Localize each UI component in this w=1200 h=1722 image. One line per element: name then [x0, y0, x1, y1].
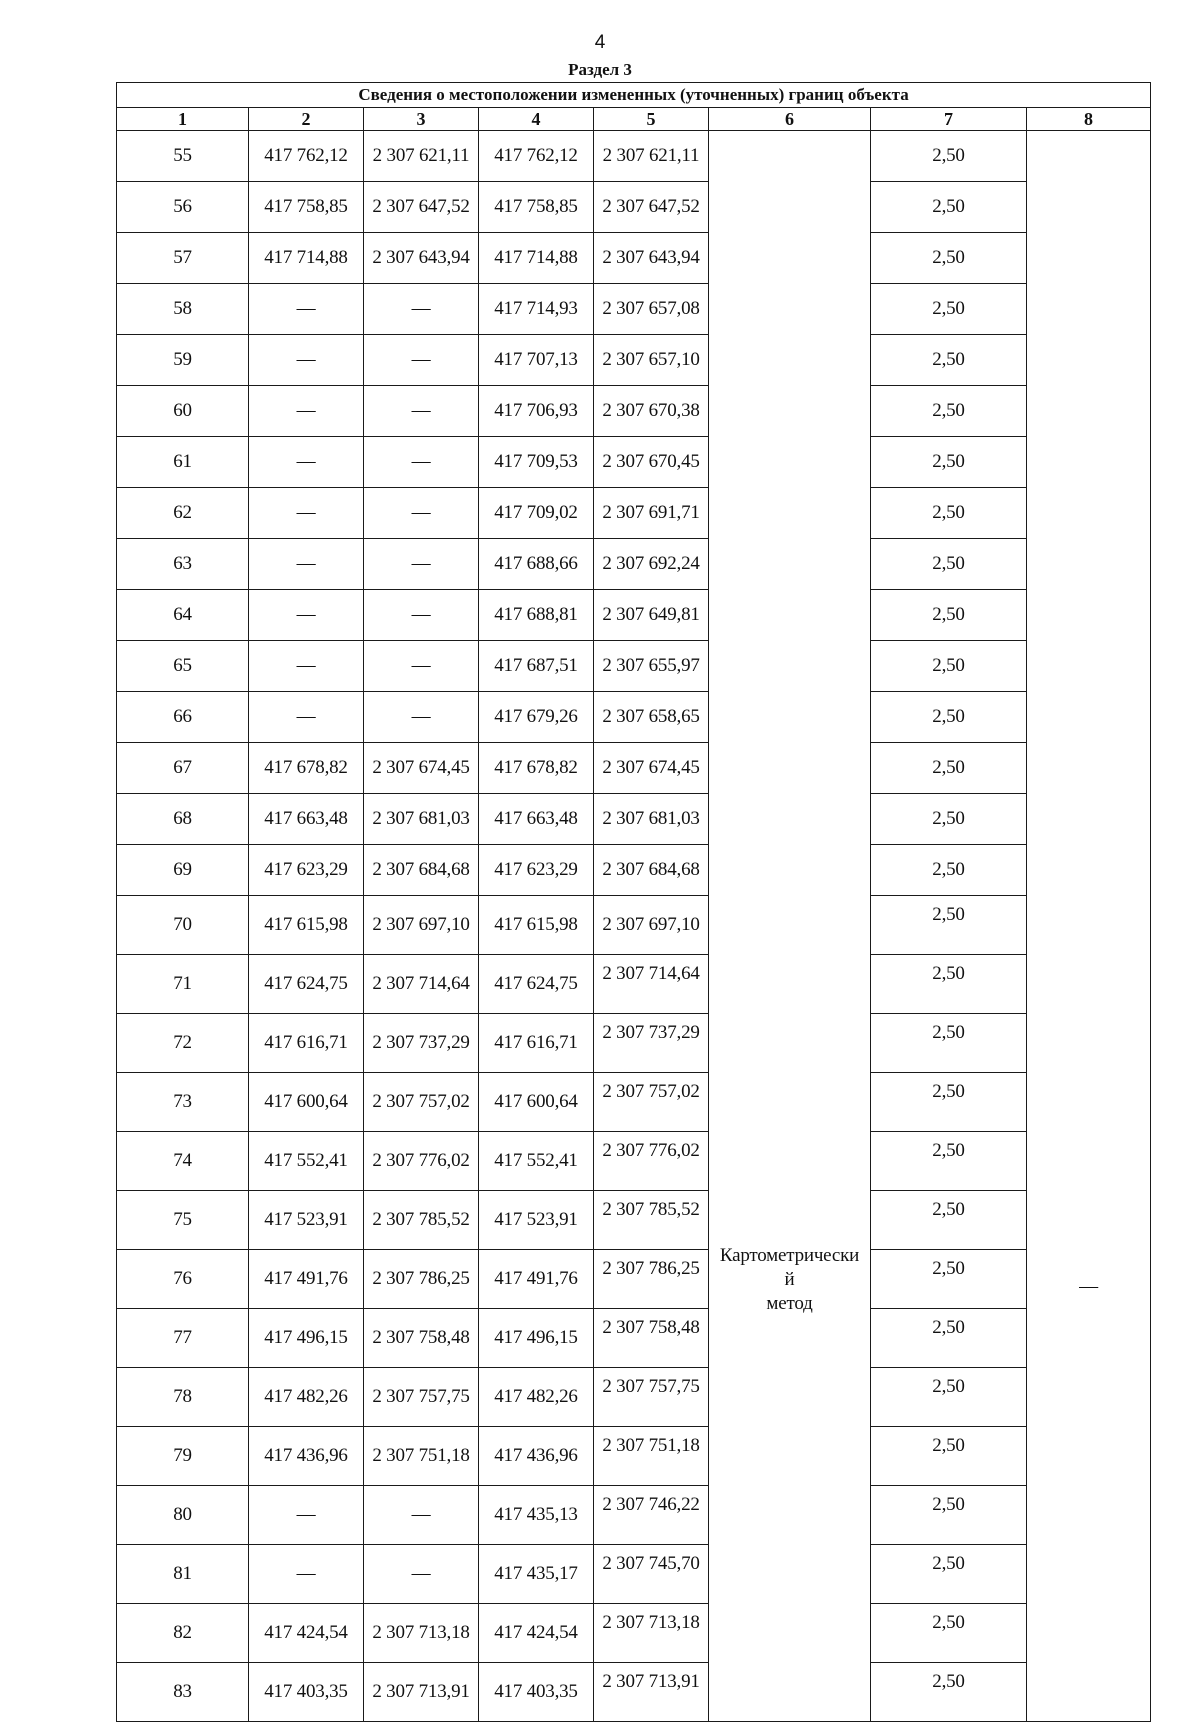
point-number-cell: 64	[117, 590, 249, 641]
new-x-cell: 417 403,35	[479, 1663, 594, 1722]
old-x-cell: 417 523,91	[249, 1191, 364, 1250]
point-number-cell: 83	[117, 1663, 249, 1722]
new-x-cell: 417 714,93	[479, 284, 594, 335]
new-x-cell: 417 491,76	[479, 1250, 594, 1309]
new-x-cell: 417 624,75	[479, 955, 594, 1014]
table-row	[117, 182, 1151, 233]
table-row	[117, 1250, 1151, 1309]
new-x-cell: 417 424,54	[479, 1604, 594, 1663]
table-row	[117, 641, 1151, 692]
table-row	[117, 284, 1151, 335]
table-caption: Сведения о местоположении измененных (уточненных) границ объекта	[117, 83, 1151, 108]
old-x-cell: —	[249, 590, 364, 641]
new-x-cell: 417 600,64	[479, 1073, 594, 1132]
old-y-cell: 2 307 674,45	[364, 743, 479, 794]
table-row	[117, 1545, 1151, 1604]
table-row	[117, 437, 1151, 488]
new-y-cell: 2 307 737,29	[594, 1014, 709, 1073]
new-x-cell: 417 709,02	[479, 488, 594, 539]
new-x-cell: 417 688,66	[479, 539, 594, 590]
point-number-cell: 60	[117, 386, 249, 437]
point-number-cell: 67	[117, 743, 249, 794]
new-x-cell: 417 552,41	[479, 1132, 594, 1191]
accuracy-cell: 2,50	[871, 233, 1027, 284]
table-row	[117, 692, 1151, 743]
new-y-cell: 2 307 647,52	[594, 182, 709, 233]
table-row	[117, 845, 1151, 896]
old-x-cell: —	[249, 488, 364, 539]
point-number-cell: 71	[117, 955, 249, 1014]
accuracy-cell: 2,50	[871, 1427, 1027, 1486]
old-y-cell: —	[364, 437, 479, 488]
table-row	[117, 1132, 1151, 1191]
point-number-cell: 82	[117, 1604, 249, 1663]
old-y-cell: 2 307 697,10	[364, 896, 479, 955]
point-number-cell: 56	[117, 182, 249, 233]
old-y-cell: 2 307 785,52	[364, 1191, 479, 1250]
accuracy-cell: 2,50	[871, 1545, 1027, 1604]
accuracy-cell: 2,50	[871, 488, 1027, 539]
accuracy-cell: 2,50	[871, 1132, 1027, 1191]
new-y-cell: 2 307 691,71	[594, 488, 709, 539]
column-number-cell: 6	[709, 108, 871, 131]
old-x-cell: 417 552,41	[249, 1132, 364, 1191]
new-x-cell: 417 615,98	[479, 896, 594, 955]
column-number-cell: 3	[364, 108, 479, 131]
old-y-cell: 2 307 713,91	[364, 1663, 479, 1722]
point-number-cell: 80	[117, 1486, 249, 1545]
point-number-cell: 57	[117, 233, 249, 284]
new-x-cell: 417 707,13	[479, 335, 594, 386]
point-number-cell: 78	[117, 1368, 249, 1427]
table-row	[117, 743, 1151, 794]
accuracy-cell: 2,50	[871, 896, 1027, 955]
accuracy-cell: 2,50	[871, 794, 1027, 845]
point-number-cell: 66	[117, 692, 249, 743]
table-row	[117, 1014, 1151, 1073]
point-number-cell: 79	[117, 1427, 249, 1486]
page-number: 4	[594, 32, 606, 53]
point-number-cell: 62	[117, 488, 249, 539]
new-y-cell: 2 307 681,03	[594, 794, 709, 845]
table-row	[117, 1486, 1151, 1545]
old-y-cell: —	[364, 1486, 479, 1545]
column-number-cell: 5	[594, 108, 709, 131]
table-row	[117, 1604, 1151, 1663]
old-x-cell: 417 616,71	[249, 1014, 364, 1073]
old-y-cell: 2 307 713,18	[364, 1604, 479, 1663]
old-y-cell: —	[364, 284, 479, 335]
new-x-cell: 417 496,15	[479, 1309, 594, 1368]
new-x-cell: 417 435,13	[479, 1486, 594, 1545]
old-y-cell: —	[364, 641, 479, 692]
new-x-cell: 417 687,51	[479, 641, 594, 692]
point-number-cell: 68	[117, 794, 249, 845]
accuracy-cell: 2,50	[871, 1368, 1027, 1427]
old-y-cell: —	[364, 488, 479, 539]
new-y-cell: 2 307 745,70	[594, 1545, 709, 1604]
new-y-cell: 2 307 649,81	[594, 590, 709, 641]
new-y-cell: 2 307 785,52	[594, 1191, 709, 1250]
new-y-cell: 2 307 658,65	[594, 692, 709, 743]
new-x-cell: 417 762,12	[479, 131, 594, 182]
table-row	[117, 386, 1151, 437]
accuracy-cell: 2,50	[871, 437, 1027, 488]
old-y-cell: —	[364, 335, 479, 386]
new-y-cell: 2 307 786,25	[594, 1250, 709, 1309]
old-y-cell: —	[364, 539, 479, 590]
column-number-cell: 4	[479, 108, 594, 131]
old-x-cell: 417 714,88	[249, 233, 364, 284]
column-number-cell: 1	[117, 108, 249, 131]
point-number-cell: 72	[117, 1014, 249, 1073]
old-y-cell: —	[364, 386, 479, 437]
boundary-coordinates-table	[116, 82, 1151, 1722]
new-x-cell: 417 709,53	[479, 437, 594, 488]
old-y-cell: 2 307 776,02	[364, 1132, 479, 1191]
accuracy-cell: 2,50	[871, 131, 1027, 182]
old-y-cell: —	[364, 1545, 479, 1604]
column-number-cell: 8	[1027, 108, 1151, 131]
old-x-cell: 417 482,26	[249, 1368, 364, 1427]
table-row	[117, 539, 1151, 590]
method-cell: Картометрически й метод	[709, 131, 871, 1722]
table-row	[117, 794, 1151, 845]
point-number-cell: 73	[117, 1073, 249, 1132]
accuracy-cell: 2,50	[871, 590, 1027, 641]
accuracy-cell: 2,50	[871, 1309, 1027, 1368]
accuracy-cell: 2,50	[871, 182, 1027, 233]
old-x-cell: —	[249, 1545, 364, 1604]
old-x-cell: 417 403,35	[249, 1663, 364, 1722]
accuracy-cell: 2,50	[871, 1014, 1027, 1073]
old-y-cell: 2 307 757,75	[364, 1368, 479, 1427]
point-number-cell: 59	[117, 335, 249, 386]
old-y-cell: —	[364, 692, 479, 743]
column-number-cell: 7	[871, 108, 1027, 131]
new-x-cell: 417 435,17	[479, 1545, 594, 1604]
old-x-cell: 417 758,85	[249, 182, 364, 233]
old-x-cell: 417 496,15	[249, 1309, 364, 1368]
new-y-cell: 2 307 713,18	[594, 1604, 709, 1663]
point-number-cell: 70	[117, 896, 249, 955]
old-y-cell: 2 307 647,52	[364, 182, 479, 233]
point-number-cell: 69	[117, 845, 249, 896]
new-y-cell: 2 307 657,08	[594, 284, 709, 335]
new-y-cell: 2 307 751,18	[594, 1427, 709, 1486]
old-x-cell: —	[249, 386, 364, 437]
old-y-cell: 2 307 643,94	[364, 233, 479, 284]
new-x-cell: 417 758,85	[479, 182, 594, 233]
table-row	[117, 1191, 1151, 1250]
accuracy-cell: 2,50	[871, 386, 1027, 437]
table-row	[117, 335, 1151, 386]
new-y-cell: 2 307 746,22	[594, 1486, 709, 1545]
new-x-cell: 417 678,82	[479, 743, 594, 794]
table-body	[117, 131, 1151, 1722]
old-x-cell: 417 624,75	[249, 955, 364, 1014]
old-y-cell: 2 307 681,03	[364, 794, 479, 845]
old-x-cell: —	[249, 1486, 364, 1545]
old-y-cell: 2 307 621,11	[364, 131, 479, 182]
old-x-cell: 417 663,48	[249, 794, 364, 845]
accuracy-cell: 2,50	[871, 845, 1027, 896]
accuracy-cell: 2,50	[871, 539, 1027, 590]
new-y-cell: 2 307 692,24	[594, 539, 709, 590]
new-y-cell: 2 307 657,10	[594, 335, 709, 386]
new-x-cell: 417 714,88	[479, 233, 594, 284]
new-y-cell: 2 307 621,11	[594, 131, 709, 182]
table-row	[117, 590, 1151, 641]
old-x-cell: 417 762,12	[249, 131, 364, 182]
table-row	[117, 955, 1151, 1014]
new-y-cell: 2 307 684,68	[594, 845, 709, 896]
accuracy-cell: 2,50	[871, 1250, 1027, 1309]
new-y-cell: 2 307 757,02	[594, 1073, 709, 1132]
table-row	[117, 1073, 1151, 1132]
point-number-cell: 74	[117, 1132, 249, 1191]
accuracy-cell: 2,50	[871, 1073, 1027, 1132]
accuracy-cell: 2,50	[871, 955, 1027, 1014]
old-y-cell: 2 307 684,68	[364, 845, 479, 896]
table-row	[117, 896, 1151, 955]
point-number-cell: 61	[117, 437, 249, 488]
accuracy-cell: 2,50	[871, 1604, 1027, 1663]
accuracy-cell: 2,50	[871, 1191, 1027, 1250]
old-y-cell: 2 307 751,18	[364, 1427, 479, 1486]
new-y-cell: 2 307 757,75	[594, 1368, 709, 1427]
new-y-cell: 2 307 697,10	[594, 896, 709, 955]
old-x-cell: —	[249, 692, 364, 743]
old-x-cell: 417 623,29	[249, 845, 364, 896]
point-number-cell: 81	[117, 1545, 249, 1604]
point-number-cell: 76	[117, 1250, 249, 1309]
old-y-cell: 2 307 714,64	[364, 955, 479, 1014]
point-number-cell: 55	[117, 131, 249, 182]
old-x-cell: 417 600,64	[249, 1073, 364, 1132]
old-x-cell: —	[249, 284, 364, 335]
column-number-cell: 2	[249, 108, 364, 131]
table-row	[117, 1663, 1151, 1722]
old-x-cell: —	[249, 539, 364, 590]
table-row	[117, 1309, 1151, 1368]
new-y-cell: 2 307 776,02	[594, 1132, 709, 1191]
new-y-cell: 2 307 674,45	[594, 743, 709, 794]
accuracy-cell: 2,50	[871, 284, 1027, 335]
old-x-cell: —	[249, 437, 364, 488]
new-x-cell: 417 482,26	[479, 1368, 594, 1427]
old-y-cell: 2 307 786,25	[364, 1250, 479, 1309]
accuracy-cell: 2,50	[871, 335, 1027, 386]
table-row	[117, 233, 1151, 284]
old-x-cell: —	[249, 641, 364, 692]
new-y-cell: 2 307 713,91	[594, 1663, 709, 1722]
table-row	[117, 1427, 1151, 1486]
new-x-cell: 417 706,93	[479, 386, 594, 437]
column-number-row	[117, 108, 1151, 131]
new-y-cell: 2 307 655,97	[594, 641, 709, 692]
new-x-cell: 417 679,26	[479, 692, 594, 743]
accuracy-cell: 2,50	[871, 1486, 1027, 1545]
new-x-cell: 417 663,48	[479, 794, 594, 845]
new-x-cell: 417 616,71	[479, 1014, 594, 1073]
new-y-cell: 2 307 670,38	[594, 386, 709, 437]
accuracy-cell: 2,50	[871, 743, 1027, 794]
new-y-cell: 2 307 670,45	[594, 437, 709, 488]
old-y-cell: 2 307 737,29	[364, 1014, 479, 1073]
old-x-cell: 417 424,54	[249, 1604, 364, 1663]
new-x-cell: 417 623,29	[479, 845, 594, 896]
point-number-cell: 65	[117, 641, 249, 692]
new-x-cell: 417 523,91	[479, 1191, 594, 1250]
new-x-cell: 417 688,81	[479, 590, 594, 641]
section-title: Раздел 3	[568, 60, 632, 79]
point-number-cell: 77	[117, 1309, 249, 1368]
point-number-cell: 58	[117, 284, 249, 335]
new-y-cell: 2 307 758,48	[594, 1309, 709, 1368]
note-cell: —	[1027, 131, 1151, 1722]
old-y-cell: 2 307 758,48	[364, 1309, 479, 1368]
old-y-cell: —	[364, 590, 479, 641]
accuracy-cell: 2,50	[871, 1663, 1027, 1722]
old-y-cell: 2 307 757,02	[364, 1073, 479, 1132]
point-number-cell: 63	[117, 539, 249, 590]
new-y-cell: 2 307 714,64	[594, 955, 709, 1014]
old-x-cell: 417 678,82	[249, 743, 364, 794]
old-x-cell: —	[249, 335, 364, 386]
accuracy-cell: 2,50	[871, 641, 1027, 692]
new-y-cell: 2 307 643,94	[594, 233, 709, 284]
table-row	[117, 1368, 1151, 1427]
accuracy-cell: 2,50	[871, 692, 1027, 743]
table-row	[117, 488, 1151, 539]
old-x-cell: 417 491,76	[249, 1250, 364, 1309]
old-x-cell: 417 436,96	[249, 1427, 364, 1486]
point-number-cell: 75	[117, 1191, 249, 1250]
new-x-cell: 417 436,96	[479, 1427, 594, 1486]
old-x-cell: 417 615,98	[249, 896, 364, 955]
table-row	[117, 131, 1151, 182]
